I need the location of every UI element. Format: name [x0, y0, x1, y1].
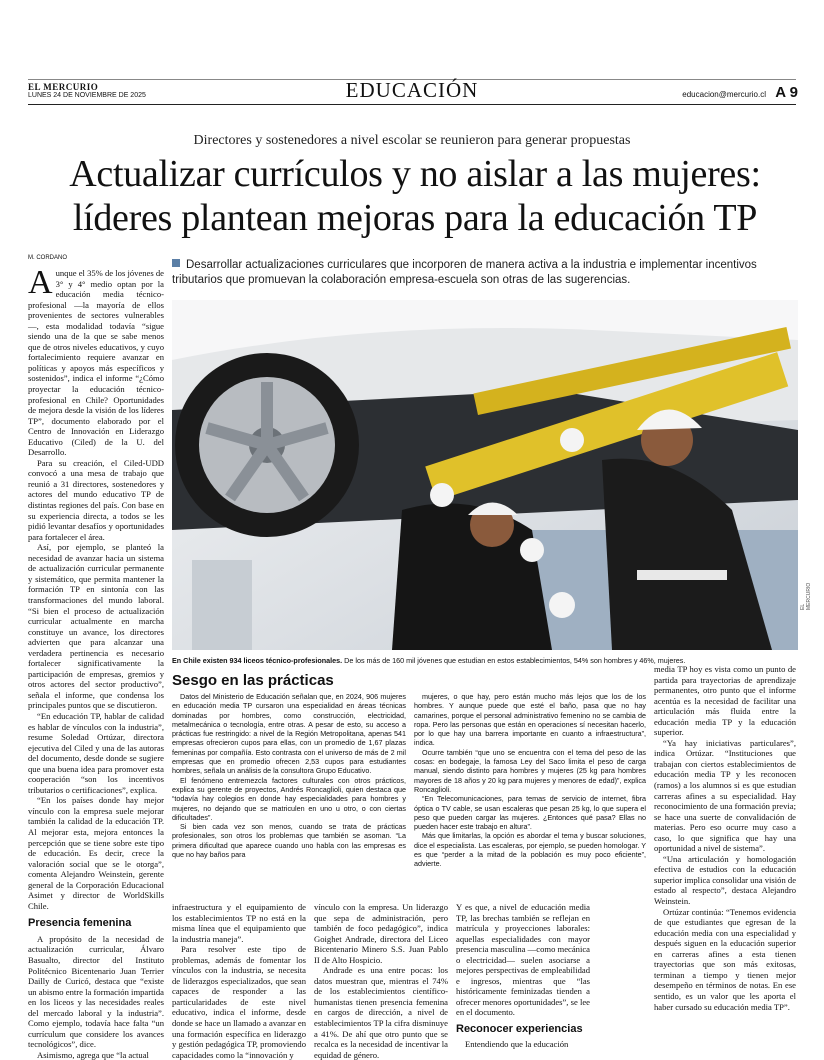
paragraph: Si bien cada vez son menos, cuando se trata de prácticas profesionales, son otros los problemas que también se asoman. “La primera dificultad que aparece cuando uno habla con las empresas es que no hay baños para — [172, 822, 406, 860]
paragraph: vínculo con la empresa. Un liderazgo que sepa de administración, pero también de foco pedagógico”, indica Goighet Andrade, directora del Liceo Bicentenario Minero S.S. Juan Pablo II de Alto Hospicio. — [314, 902, 448, 965]
drop-cap: A — [28, 264, 53, 301]
paragraph: Entendiendo que la educación — [465, 1038, 569, 1049]
article-column-2 — [172, 902, 306, 1060]
deck-text: Desarrollar actualizaciones curriculares que incorporen de manera activa a la industria e implementar incentivos tributarios que promuevan la colaboración empresa-escuela son otras de las sugerencias. — [172, 259, 757, 286]
square-bullet-icon — [172, 259, 180, 267]
paragraph: Asimismo, agrega que “la actual — [37, 1049, 149, 1060]
kicker: Directores y sostenedores a nivel escolar se reunieron para generar propuestas — [193, 133, 631, 148]
photo-caption: En Chile existen 934 liceos técnico-profesionales. De los más de 160 mil jóvenes que estudian en estos establecimientos, 54% son hombres y 46%, mujeres. — [172, 656, 686, 665]
paragraph: El fenómeno entremezcla factores culturales con otros prácticos, explica su gerente de proyectos, Andrés Roncaglioli, quien destaca que “todavía hay colegios en donde hay especialidades para hombres y mujeres, no dejando que se matriculen en uno u otro, o con ciertas dificultades”. — [172, 775, 406, 822]
subhead-presencia: Presencia femenina — [28, 917, 132, 930]
headline-line-1: Actualizar currículos y no aislar a las mujeres: — [69, 153, 761, 195]
paragraph: Ocurre también “que uno se encuentra con el tema del peso de las cosas: en bodegaje, la famosa Ley del Saco limita el peso de carga manual, siendo distinto para hombres y mujeres (25 kg para hombres mayores de 18 años y 20 kg para mujeres y menores de edad)”, explica Roncaglioli. — [414, 747, 646, 794]
page-number: A 9 — [775, 84, 798, 101]
section-title: EDUCACIÓN — [345, 78, 479, 102]
subhead-reconocer: Reconocer experiencias — [456, 1023, 583, 1036]
article-column-1 — [28, 264, 164, 1060]
photo-illustration — [172, 300, 798, 650]
issue-date: LUNES 24 DE NOVIEMBRE DE 2025 — [28, 92, 146, 99]
article-column-4 — [456, 902, 590, 1049]
header-rule — [28, 104, 796, 105]
paragraph: “Una articulación y homologación efectiva de estudios con la educación superior implica consolidar una visión de estado al respecto”, destaca Alejandro Weinstein. — [654, 853, 797, 907]
paragraph: “Ya hay iniciativas particulares”, indica Ortúzar. “Instituciones que trabajan con ciertos establecimientos de educación media TP y les reconocen (ramos) a los alumnos si es que estudian carreras afines a su especialidad. Hay reconocimiento de una formación previa; se hace una suerte de convalidación de materias. Pero eso ocurre muy caso a caso, lo que significa que hay una oportunidad a nivel de sistema”. — [654, 737, 796, 854]
paragraph: Datos del Ministerio de Educación señalan que, en 2024, 906 mujeres en educación media TP cursaron una especialidad en áreas técnicas dominadas por hombres, como construcción, electricidad, metalmecánica o tecnología, entre otras. A pesar de esto, su acceso a prácticas fue restringido: a nivel de la Región Metropolitana, apenas 541 empresas ofrecieron cupos para ellas, con un promedio de 1,67 plazas femeninas por compañía. Esto contrasta con el universo de más de 2 mil empresas que en promedio ofrecen 2,53 cupos para estudiantes hombres, señala un análisis de la consultora Grupo Educativo. — [172, 692, 406, 776]
paragraph: Más que limitarlas, la opción es abordar el tema y buscar soluciones, dice el especialista. Las escaleras, por ejemplo, se pueden homologar. Y es que “perder a la mitad de la población es muy poco eficiente”, advierte. — [414, 831, 647, 869]
paragraph: “En educación TP, hablar de calidad es hablar de vínculos con la industria”, resume Soledad Ortúzar, directora ejecutiva del Ciled y una de las autoras del documento, desde donde se sugiere que una buena idea para promover esta cooperación “son los incentivos tributarios o certificaciones”, explica. — [28, 710, 164, 795]
photo-mechanics-students — [172, 300, 798, 650]
paragraph: Para su creación, el Ciled-UDD convocó a una mesa de trabajo que reunió a 31 directores, sostenedores y actores del mundo educativo TP de distintas regiones del país. Con base en su experiencia directa, a todos se les pidió levantar desafíos y oportunidades para fortalecer el área. — [28, 457, 164, 542]
paragraph: “En Telecomunicaciones, para temas de servicio de internet, fibra óptica o TV cable, se usan escaleras que pesan 25 kg, lo que supera el peso que pueden cargar las mujeres. ¿Entonces qué pasa? Ellas no pueden hacer este trabajo en altura”. — [414, 794, 646, 832]
newspaper-logo: EL MERCURIO — [28, 82, 99, 92]
paragraph: Ortúzar continúa: “Tenemos evidencia de que estudiantes que egresan de la educación media con una especialidad y después siguen en la educación superior en carreras afines a esta tienen trayectorias que son más exitosas, terminan a tiempo y tienen mejor desempeño en términos de notas. En ese sentido, es un valor que les aporta el haber cursado su educación media TP”. — [654, 906, 796, 1012]
article-column-3 — [314, 902, 448, 1060]
paragraph: Y es que, a nivel de educación media TP, las brechas también se reflejan en matrícula y proyecciones laborales: aquellas especialidades con mayor presencia masculina —como mecánica o electricidad— suelen asociarse a mejores perspectivas de empleabilidad e ingresos, mientras que “las históricamente feminizadas tienden a ofrecer menores oportunidades”, se lee en el documento. — [456, 902, 590, 1018]
paragraph: Para resolver este tipo de problemas, además de fomentar los vínculos con la industria, se necesita de liderazgos especializados, que sean capaces de responder a las particularidades de este nivel educativo, indica el informe, desde donde se hace un llamado a avanzar en una formación específica en liderazgo y gestión pedagógica TP, promoviendo capacidades como la “innovación y — [172, 944, 306, 1060]
headline — [20, 152, 810, 240]
section-email: educacion@mercurio.cl — [682, 90, 766, 99]
headline-line-2: líderes plantean mejoras para la educación TP — [72, 197, 758, 239]
paragraph: infraestructura y el equipamiento de los establecimientos TP no está en la misma línea que el equipamiento que la industria maneja”. — [172, 902, 306, 944]
article-column-5 — [654, 664, 796, 1020]
paragraph: media TP hoy es vista como un punto de partida para trayectorias de aprendizaje permanentes, otro punto que el informe acentúa es la necesidad de facilitar una articulación más fluida entre la educación media TP y la educación superior. — [654, 664, 796, 738]
paragraph: Aunque el 35% de los jóvenes de 3° y 4° medio optan por la educación media técnico-profesional —la mayoría de ellos provenientes de sectores vulnerables—, esta modalidad todavía “sigue siendo una de la que se sabe menos que de otros niveles educativos, y cuyo fortalecimiento requiere avanzar en políticas y apoyos más específicos y sostenidos”, indica el informe “¿Cómo proyectar la educación técnico-profesional en Chile? Oportunidades de mejora desde la visión de los líderes TP”, documento elaborado por el Centro de Innovación en Liderazgo Educativo (Ciled) de la U. del Desarrollo. — [28, 264, 164, 458]
paragraph: mujeres, o que hay, pero están mucho más lejos que los de los hombres. Y aunque puede que esté el baño, pasa que no hay camarines, porque el personal administrativo femenino no se cambia de ropa. Pero las personas que están en operaciones sí necesitan hacerlo, por lo que hay una barrera importante en cuanto a infraestructura”, indica. — [414, 692, 646, 748]
sesgo-column-2 — [414, 692, 646, 892]
paragraph: Andrade es una entre pocas: los datos muestran que, mientras el 74% de los establecimientos científico-humanistas tienen presencia femenina en cargos de dirección, a nivel de establecimientos TP la cifra disminuye a 41%. De ahí que otro punto que se recalca es la necesidad de incentivar la equidad de género. — [314, 965, 448, 1060]
paragraph: A propósito de la necesidad de actualización curricular, Álvaro Basualto, director del Instituto Politécnico Bicentenario Juan Terrier Dailly de Curicó, destaca que “existe un abismo entre la formación impartida en los liceos y las necesidades reales del mercado laboral y la industria”. Como ejemplo, todavía hace falta “un currículum que considere los avances tecnológicos”, dice. — [28, 933, 164, 1050]
deck — [172, 258, 797, 288]
byline: M. CORDANO — [28, 255, 67, 261]
paragraph: “En los países donde hay mejor vínculo con la empresa suele mejorar también la calidad de la educación TP. Al mejorar esta, mejora entonces la percepción que se tiene sobre este tipo de educación. Es decir, crece la valoración social que se le otorga”, comenta Alejandro Weinstein, gerente general de la Corporación Educacional Asimet y director de WorldSkills Chile. — [28, 795, 164, 911]
sesgo-title: Sesgo en las prácticas — [172, 672, 334, 689]
photo-credit: EL MERCURIO — [800, 582, 812, 610]
paragraph: Así, por ejemplo, se planteó la necesidad de avanzar hacia un sistema de actualización curricular permanente y sistemático, que permita mantener la formación TP en sintonía con las transformaciones del mundo laboral. “Si bien el proceso de actualización curricular actualmente en marcha constituye un avance, los directores advierten que para alcanzar una verdadera pertinencia es necesario fortalecer significativamente la participación de empresas, gremios y otros actores del sector productivo”, señala el informe, que condensa los principales puntos que se discutieron. — [28, 542, 164, 711]
sesgo-column-1 — [172, 692, 406, 892]
